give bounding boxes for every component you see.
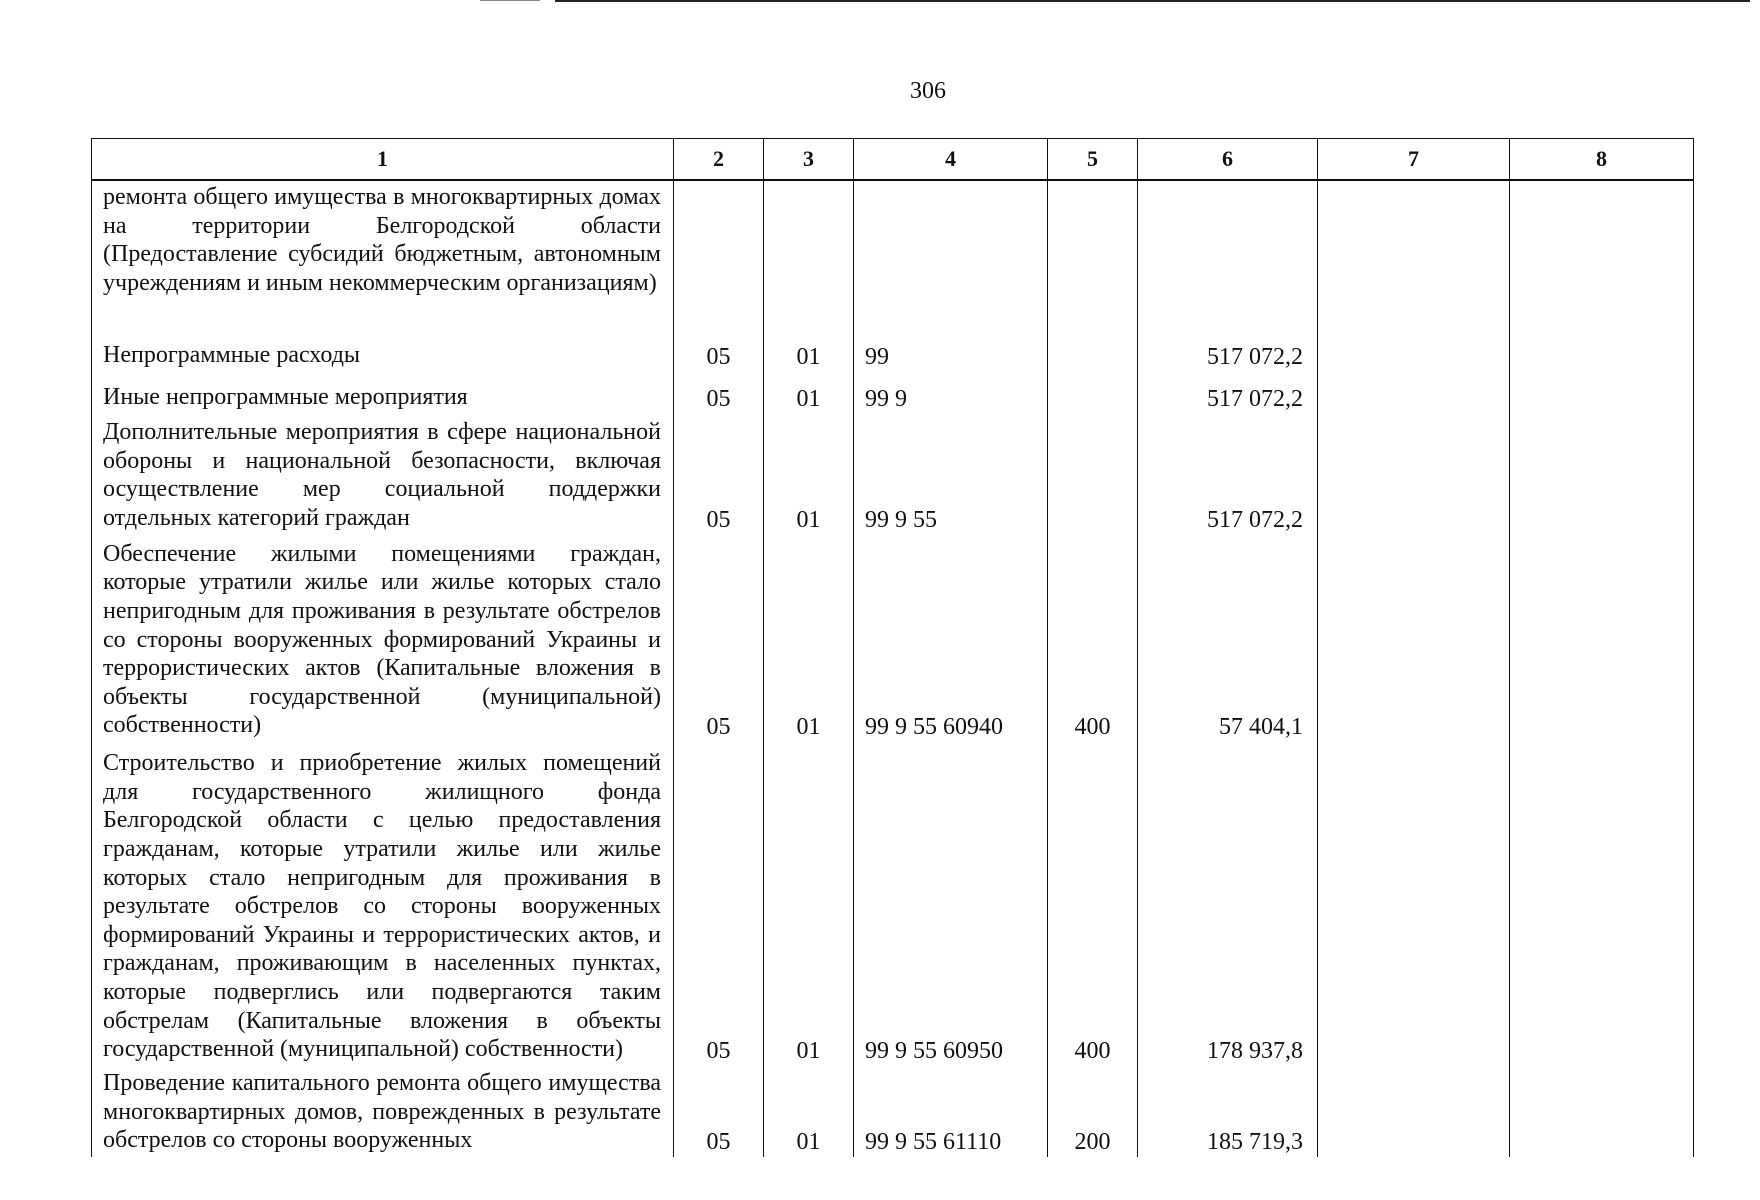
cell-subsection: 01 [764,742,854,1066]
cell-col7 [1318,1066,1510,1157]
cell-col7 [1318,180,1510,332]
cell-section: 05 [674,1066,764,1157]
row-description: Обеспечение жилыми помещениями граждан, которые утратили жилье или жилье которых стало непригодным для проживания в результате обстрелов со стороны вооруженных формирований Украины и террористических актов (Капитальные вложения в объекты государственной (муниципальной) собственности) [92,534,674,742]
cell-section [674,180,764,332]
row-description: Иные непрограммные мероприятия [92,372,674,414]
table-row [92,372,1694,414]
table-header-row [92,139,1694,181]
table-row [92,332,1694,372]
column-header: 8 [1510,139,1694,181]
cell-amount: 178 937,8 [1138,742,1318,1066]
cell-expense-type [1048,180,1138,332]
cell-section: 05 [674,742,764,1066]
cell-target-article [854,180,1048,332]
cell-col8 [1510,372,1694,414]
row-description: Строительство и приобретение жилых помещений для государственного жилищного фонда Белгородской области с целью предоставления гражданам, которые утратили жилье или жилье которых стало непригодным для проживания в результате обстрелов со стороны вооруженных формирований Украины и террористических актов, и гражданам, проживающим в населенных пунктах, которые подверглись или подвергаются таким обстрелам (Капитальные вложения в объекты государственной (муниципальной) собственности) [92,742,674,1066]
cell-subsection: 01 [764,372,854,414]
column-header: 3 [764,139,854,181]
column-header: 7 [1318,139,1510,181]
cell-amount: 185 719,3 [1138,1066,1318,1157]
cell-col8 [1510,1066,1694,1157]
cell-col7 [1318,534,1510,742]
cell-col7 [1318,332,1510,372]
cell-col7 [1318,414,1510,534]
table-row [92,742,1694,1066]
table-row [92,534,1694,742]
cell-col8 [1510,180,1694,332]
cell-expense-type: 400 [1048,742,1138,1066]
cell-amount: 517 072,2 [1138,372,1318,414]
budget-table [91,138,1694,1157]
cell-section: 05 [674,534,764,742]
cell-expense-type [1048,372,1138,414]
page-number: 306 [910,78,946,104]
column-header: 2 [674,139,764,181]
cell-target-article: 99 [854,332,1048,372]
cell-amount: 517 072,2 [1138,414,1318,534]
cell-expense-type [1048,414,1138,534]
cell-subsection: 01 [764,534,854,742]
cell-subsection: 01 [764,332,854,372]
table-row [92,180,1694,332]
row-description: ремонта общего имущества в многоквартирных домах на территории Белгородской области (Предоставление субсидий бюджетным, автономным учреждениям и иным некоммерческим организациям) [92,180,674,332]
cell-subsection: 01 [764,414,854,534]
cell-target-article: 99 9 55 60950 [854,742,1048,1066]
cell-col8 [1510,534,1694,742]
cell-subsection: 01 [764,1066,854,1157]
cell-target-article: 99 9 [854,372,1048,414]
table-row [92,414,1694,534]
row-description: Проведение капитального ремонта общего имущества многоквартирных домов, поврежденных в результате обстрелов со стороны вооруженных [92,1066,674,1157]
top-edge-line [555,0,1750,2]
cell-expense-type [1048,332,1138,372]
cell-col7 [1318,372,1510,414]
column-header: 6 [1138,139,1318,181]
cell-col8 [1510,414,1694,534]
row-description: Непрограммные расходы [92,332,674,372]
cell-section: 05 [674,332,764,372]
cell-col7 [1318,742,1510,1066]
top-edge-line-short [480,0,540,1]
cell-amount [1138,180,1318,332]
cell-col8 [1510,332,1694,372]
cell-subsection [764,180,854,332]
cell-expense-type: 400 [1048,534,1138,742]
cell-col8 [1510,742,1694,1066]
row-description: Дополнительные мероприятия в сфере национальной обороны и национальной безопасности, включая осуществление мер социальной поддержки отдельных категорий граждан [92,414,674,534]
cell-target-article: 99 9 55 60940 [854,534,1048,742]
cell-amount: 517 072,2 [1138,332,1318,372]
cell-amount: 57 404,1 [1138,534,1318,742]
column-header: 1 [92,139,674,181]
cell-expense-type: 200 [1048,1066,1138,1157]
cell-target-article: 99 9 55 61110 [854,1066,1048,1157]
cell-target-article: 99 9 55 [854,414,1048,534]
column-header: 5 [1048,139,1138,181]
cell-section: 05 [674,414,764,534]
table-row [92,1066,1694,1157]
column-header: 4 [854,139,1048,181]
cell-section: 05 [674,372,764,414]
